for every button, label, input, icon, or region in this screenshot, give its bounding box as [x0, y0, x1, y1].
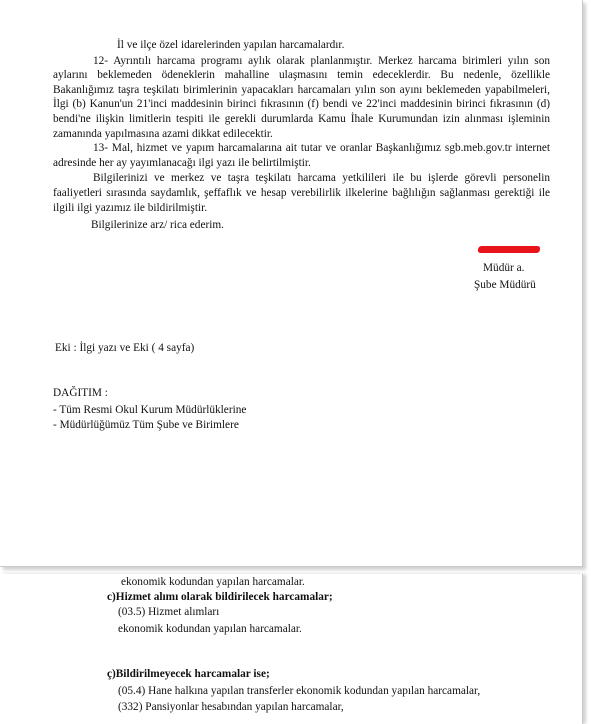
distribution-item: - Tüm Resmi Okul Kurum Müdürlüklerine [53, 404, 247, 416]
document-page-2 [0, 574, 583, 724]
code-332: (332) Pansiyonlar hesabından yapılan harcamalar, [118, 701, 344, 713]
page1-body [53, 38, 550, 233]
code-05-4: (05.4) Hane halkına yapılan transferler ekonomik kodundan yapılan harcamalar, [118, 685, 481, 697]
heading-c: c)Hizmet alımı olarak bildirilecek harcamalar; [107, 591, 333, 603]
paragraph-info: Bilgilerinizi ve merkez ve taşra teşkilatı harcama yetkilileri ile bu işlerde görevli personelin faaliyetleri sırasında saydamlık, şeffaflık ve hesap verebilirlik ilkelerine bağlılığın sağlanması gerektiği ile ilgili ilgi yazımız ile bildirilmiştir. [53, 172, 550, 214]
paragraph-12: 12- Ayrıntılı harcama programı aylık olarak planlanmıştır. Merkez harcama birimleri yılın son aylarını beklemeden ödeneklerin mahalline ulaşmasını temin edeceklerdir. Bu nedenle, özellikle Bakanlığımız taşra teşkilatı birimlerinin yapacakları harcamaları yılın son ayını beklemeden yapabilmeleri, İlgi (b) Kanun'un 21'inci maddesinin birinci fıkrasının (f) bendi ve 22'inci maddesinin birinci fıkrasının (d) bendi'ne ilişkin limitlerin tespiti ile gerekli durumlarda Kamu İhale Kurumundan izin alınması işleminin zamanında yapılmasına azami dikkat edilecektir. [53, 54, 550, 140]
page2-line-2: ekonomik kodundan yapılan harcamalar. [118, 623, 302, 635]
paragraph-13: 13- Mal, hizmet ve yapım harcamalarına ait tutar ve oranlar Başkanlığımız sgb.meb.gov.tr internet adresinde her ay yayımlanacağı ilgi yazı ile belirtilmiştir. [53, 142, 550, 169]
redacted-signature-name [478, 246, 541, 253]
code-03-5: (03.5) Hizmet alımları [118, 606, 220, 618]
distribution-heading: DAĞITIM : [53, 387, 108, 399]
closing-line: Bilgilerinize arz/ rica ederim. [91, 219, 224, 232]
heading-cc: ç)Bildirilmeyecek harcamalar ise; [107, 668, 270, 680]
signature-title-2: Şube Müdürü [474, 279, 536, 291]
attachment-line: Eki : İlgi yazı ve Eki ( 4 sayfa) [55, 342, 195, 354]
distribution-item: - Müdürlüğümüz Tüm Şube ve Birimlere [53, 419, 239, 431]
signature-title-1: Müdür a. [483, 262, 525, 274]
page2-line-1: ekonomik kodundan yapılan harcamalar. [121, 576, 305, 588]
paragraph-intro: İl ve ilçe özel idarelerinden yapılan harcamalardır. [117, 39, 345, 51]
